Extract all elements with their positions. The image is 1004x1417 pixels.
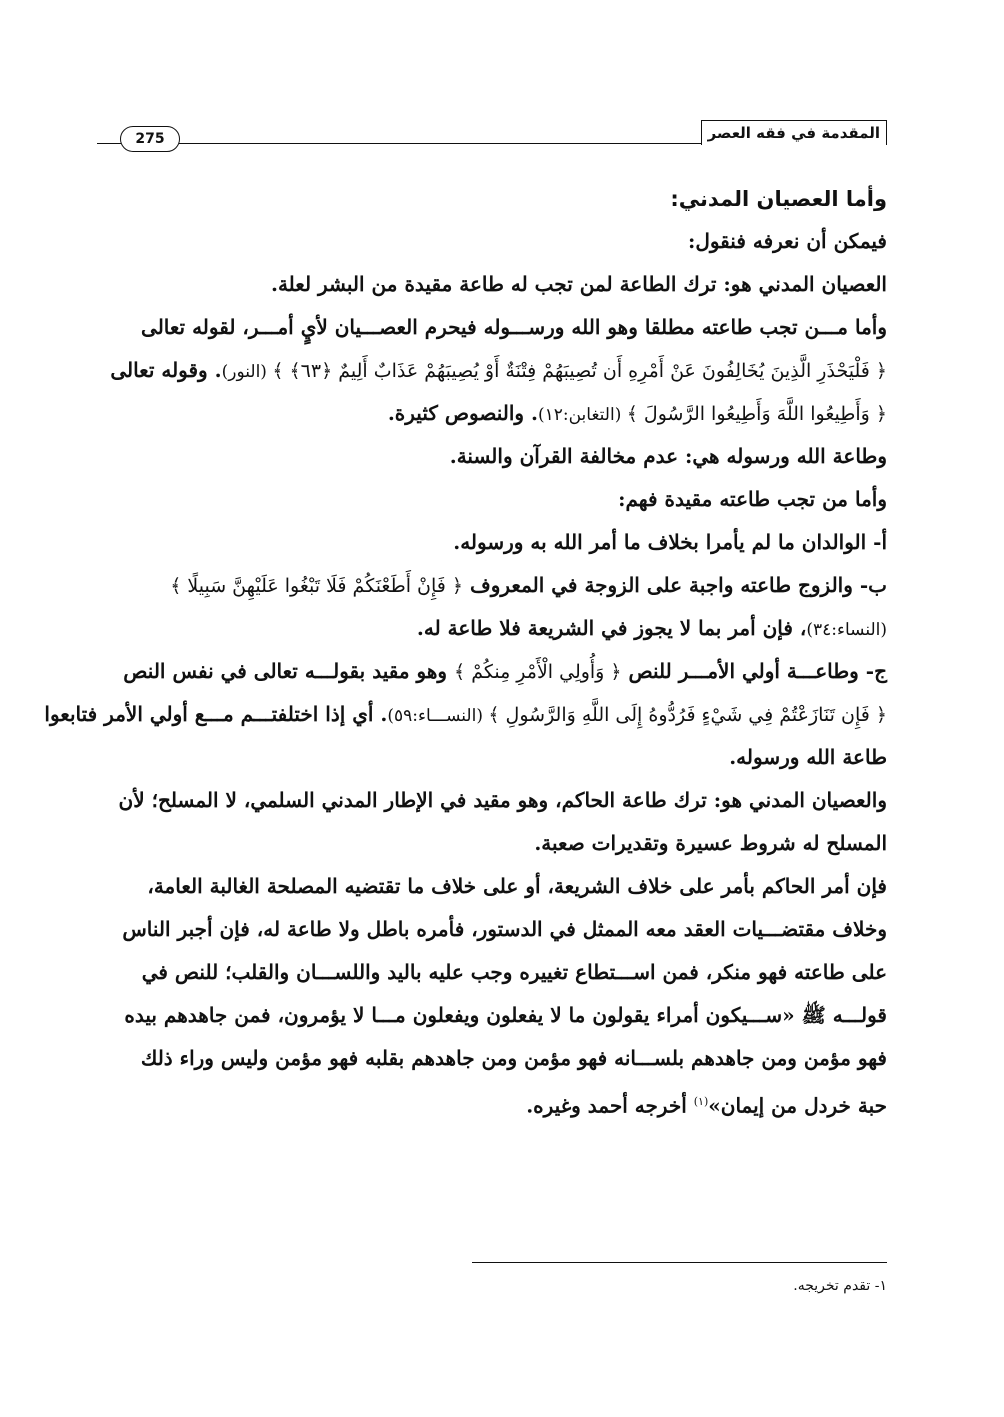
line-text: . وقوله تعالى — [110, 358, 222, 382]
line-text: ج- وطاعـــة أولي الأمـــر للنص — [621, 659, 887, 683]
line-text: . والنصوص كثيرة. — [387, 401, 538, 425]
list-item-c-continued — [44, 693, 887, 736]
quran-verse: ﴿ فَلْيَحْذَرِ الَّذِينَ يُخَالِفُونَ عَنْ أَمْرِهِ أَن تُصِيبَهُمْ فِتْنَةٌ أَوْ يُصِيبَهُمْ عَذَابٌ أَلِيمٌ ﴿٦٣﴾ ﴾ — [272, 360, 887, 382]
running-header-title: المقدمة في فقه العصر — [701, 120, 887, 145]
footnote-marker[interactable]: (١) — [693, 1095, 709, 1108]
paragraph-line: وأما من تجب طاعته مقيدة فهم: — [618, 487, 887, 511]
paragraph-line: طاعة الله ورسوله. — [729, 745, 887, 769]
surah-reference: (النور) — [221, 362, 273, 382]
quran-verse-line — [110, 349, 887, 392]
page-number: 275 — [120, 126, 180, 152]
paragraph-line: وطاعة الله ورسوله هي: عدم مخالفة القرآن والسنة. — [449, 444, 887, 468]
hadith-line: قولـــه ﷺ «ســـيكون أمراء يقولون ما لا يفعلون ويفعلون مـــا لا يؤمرون، فمن جاهدهم بيده — [124, 1003, 887, 1027]
paragraph-line: فإن أمر الحاكم بأمر على خلاف الشريعة، أو على خلاف ما تقتضيه المصلحة الغالبة العامة، — [147, 874, 887, 898]
quran-verse: ﴿ وَأُولِي الْأَمْرِ مِنكُمْ ﴾ — [454, 661, 622, 683]
paragraph-line: وأما مـــن تجب طاعته مطلقا وهو الله ورســـوله فيحرم العصـــيان لأيٍ أمـــر، لقوله تعالى — [141, 315, 887, 339]
line-text: حبة خردل من إيمان» — [708, 1093, 887, 1118]
paragraph-line: وخلاف مقتضـــيات العقد معه الممثل في الدستور، فأمره باطل ولا طاعة له، فإن أجبر الناس — [122, 917, 887, 941]
footnote-text: ١- تقدم تخريجه. — [793, 1278, 887, 1294]
surah-reference: (النســـاء:٥٩) — [387, 706, 489, 726]
quran-verse-line — [115, 392, 887, 435]
surah-reference: (النساء:٣٤) — [806, 620, 887, 640]
list-item-b-continued — [115, 607, 887, 650]
list-item-c — [115, 650, 887, 693]
line-text: أخرجه أحمد وغيره. — [526, 1093, 694, 1118]
hadith-line — [115, 1080, 887, 1123]
quran-verse: ﴿ فَإِنْ أَطَعْنَكُمْ فَلَا تَبْغُوا عَلَيْهِنَّ سَبِيلًا ﴾ — [170, 575, 464, 597]
section-heading: وأما العصيان المدني: — [670, 187, 887, 211]
paragraph-line: المسلح له شروط عسيرة وتقديرات صعبة. — [534, 831, 887, 855]
line-text: ب- والزوج طاعته واجبة على الزوجة في المعروف — [463, 573, 887, 597]
paragraph-line: فيمكن أن نعرفه فنقول: — [687, 229, 887, 253]
footnote-rule — [472, 1262, 887, 1263]
surah-reference: (التغابن:١٢) — [537, 405, 627, 425]
list-item-a: أ- الوالدان ما لم يأمرا بخلاف ما أمر الله به ورسوله. — [453, 530, 887, 554]
quran-verse: ﴿ وَأَطِيعُوا اللَّهَ وَأَطِيعُوا الرَّسُولَ ﴾ — [626, 403, 887, 425]
paragraph-line: على طاعته فهو منكر، فمن اســـتطاع تغييره وجب عليه باليد واللســـان والقلب؛ للنص في — [141, 960, 887, 984]
body-text — [44, 178, 887, 1123]
line-text: ، فإن أمر بما لا يجوز في الشريعة فلا طاعة له. — [416, 616, 807, 640]
definition-line: العصيان المدني هو: ترك الطاعة لمن تجب له طاعة مقيدة من البشر لعلة. — [271, 272, 887, 296]
list-item-b — [115, 564, 887, 607]
line-text: . أي إذا اختلفتـــم مـــع أولي الأمر فتابعوا — [44, 702, 388, 726]
quran-verse: ﴿ فَإِن تَنَازَعْتُمْ فِي شَيْءٍ فَرُدُّوهُ إِلَى اللَّهِ وَالرَّسُولِ ﴾ — [488, 704, 887, 726]
paragraph-line: والعصيان المدني هو: ترك طاعة الحاكم، وهو مقيد في الإطار المدني السلمي، لا المسلح؛ لأن — [118, 788, 887, 812]
hadith-line: فهو مؤمن ومن جاهدهم بلســـانه فهو مؤمن ومن جاهدهم بقلبه فهو مؤمن وليس وراء ذلك — [140, 1046, 887, 1070]
line-text: وهو مقيد بقولـــه تعالى في نفس النص — [123, 659, 455, 683]
